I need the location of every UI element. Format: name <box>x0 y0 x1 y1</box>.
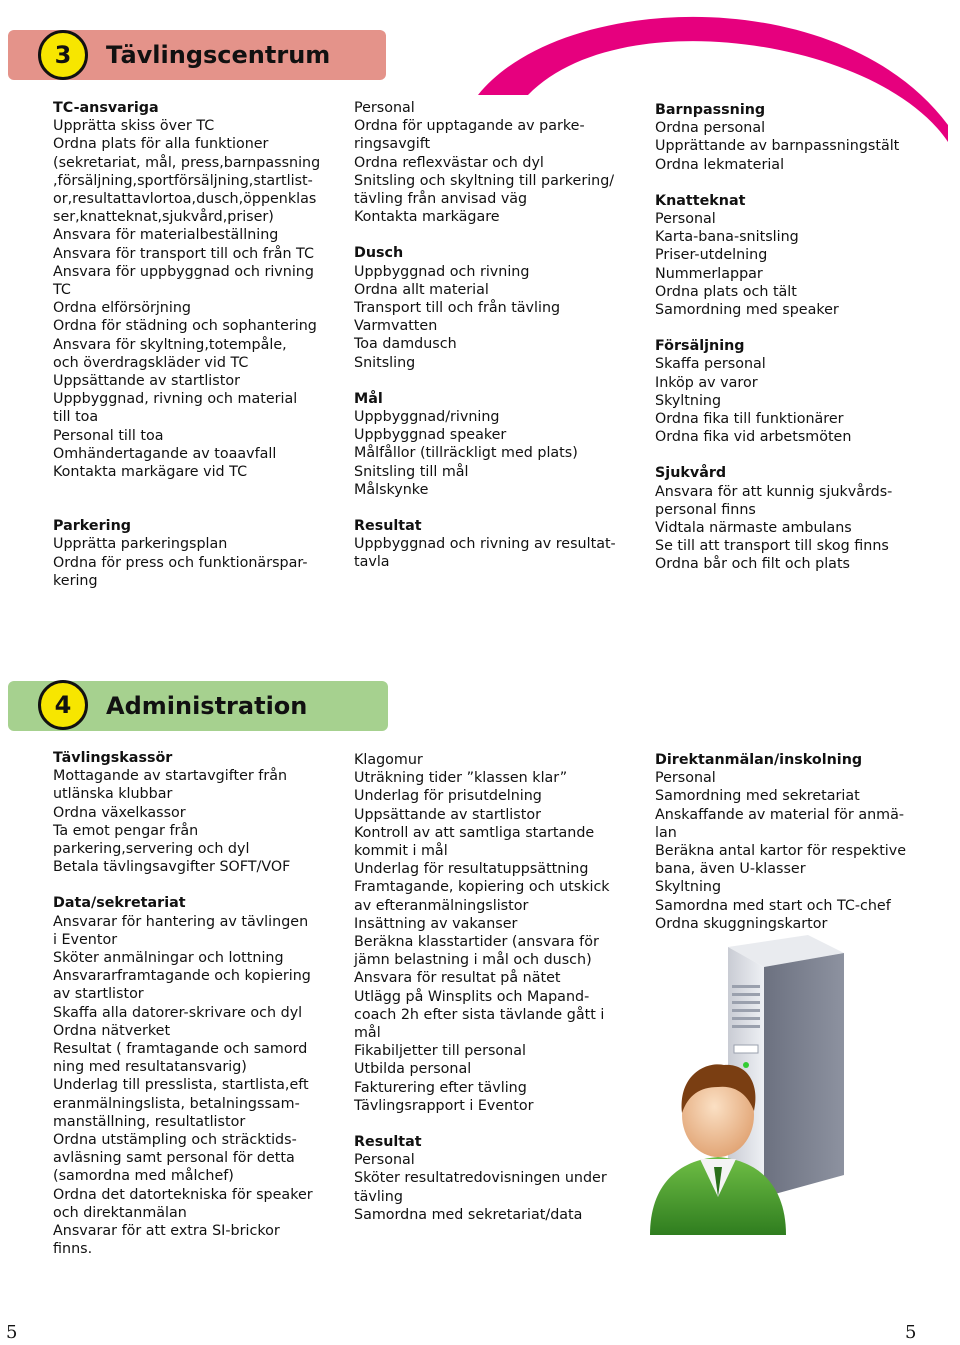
text-line: Uppbyggnad och rivning av resultat- <box>354 536 616 553</box>
spacer <box>655 446 899 464</box>
text-line: Upprättande av barnpassningstält <box>655 138 900 155</box>
text-line: Snitsling <box>354 354 416 371</box>
text-line: Skaffa alla datorer-skrivare och dyl <box>53 1004 303 1021</box>
text-line: Beräkna klasstartider (ansvara för <box>354 934 599 951</box>
spacer <box>354 372 616 390</box>
text-line: Personal <box>655 211 716 228</box>
text-line: (sekretariat, mål, press,barnpassning <box>53 154 321 171</box>
text-line: Underlag för resultatuppsättning <box>354 861 589 878</box>
text-line: ning med resultatansvarig) <box>53 1059 247 1076</box>
text-line: utlänska klubbar <box>53 786 173 803</box>
text-line: av startlistor <box>53 986 144 1003</box>
text-line: tävling från anvisad väg <box>354 191 528 208</box>
section-3-column-1 <box>53 99 320 590</box>
text-line: Priser-utdelning <box>655 247 768 264</box>
text-line: Ordna allt material <box>354 281 489 298</box>
text-line: Kontroll av att samtliga startande <box>354 824 595 841</box>
text-line: ser,knatteknat,sjukvård,priser) <box>53 209 274 226</box>
text-line: Ordna personal <box>655 120 766 137</box>
section-3-column-2 <box>354 99 616 572</box>
spacer <box>354 226 616 244</box>
text-line: Uppsättande av startlistor <box>53 373 240 390</box>
text-line: Vidtala närmaste ambulans <box>655 520 852 537</box>
text-line: Ordna för press och funktionärspar- <box>53 554 308 571</box>
text-line: Samordna med start och TC-chef <box>655 897 891 914</box>
page-number-right: 5 <box>905 1322 917 1343</box>
text-line: manställning, resultatlistor <box>53 1113 246 1130</box>
text-line: Personal <box>354 100 415 116</box>
text-line: bana, även U-klasser <box>655 861 806 878</box>
text-line: Ansvararframtagande och kopiering <box>53 968 311 985</box>
text-line: Omhändertagande av toaavfall <box>53 445 277 462</box>
spacer <box>655 319 899 337</box>
text-line: Insättning av vakanser <box>354 915 518 932</box>
section-3-number-badge: 3 <box>38 30 88 80</box>
text-line: personal finns <box>655 501 756 518</box>
text-line: Ansvarar för hantering av tävlingen <box>53 913 309 930</box>
text-line: Ordna växelkassor <box>53 804 186 821</box>
text-line: ringsavgift <box>354 136 431 153</box>
section-4-number-badge: 4 <box>38 680 88 730</box>
text-line: till toa <box>53 409 99 426</box>
text-line: Framtagande, kopiering och utskick <box>354 879 610 896</box>
section-4-column-2 <box>354 751 610 1224</box>
server-user-icon <box>648 935 858 1235</box>
text-line: Fakturering efter tävling <box>354 1079 527 1096</box>
text-line: tävling <box>354 1188 403 1205</box>
text-line: ,försäljning,sportförsäljning,startlist- <box>53 172 313 189</box>
text-line: Utbilda personal <box>354 1061 472 1078</box>
spacer <box>53 499 320 517</box>
text-line: Snitsling till mål <box>354 463 469 480</box>
spacer <box>655 174 899 192</box>
text-line: Sköter anmälningar och lottning <box>53 950 284 967</box>
text-line: och överdragskläder vid TC <box>53 354 249 371</box>
text-line: Underlag för prisutdelning <box>354 788 542 805</box>
subsection-heading: Barnpassning <box>655 102 766 118</box>
text-line: Transport till och från tävling <box>354 300 561 317</box>
text-line: Se till att transport till skog finns <box>655 538 889 555</box>
text-line: Fikabiljetter till personal <box>354 1043 526 1060</box>
subsection-heading: TC-ansvariga <box>53 100 159 116</box>
section-3-column-3 <box>655 101 899 574</box>
text-line: Ansvara för resultat på nätet <box>354 970 561 987</box>
text-line: Ansvara för uppbyggnad och rivning <box>53 263 314 280</box>
text-line: Ordna elförsörjning <box>53 300 191 317</box>
subsection-heading: Dusch <box>354 245 404 262</box>
text-line: Ordna reflexvästar och dyl <box>354 154 544 171</box>
text-line: Uppbyggnad och rivning <box>354 263 530 280</box>
text-line: Målfållor (tillräckligt med plats) <box>354 445 578 462</box>
text-line: avläsning samt personal för detta <box>53 1150 295 1167</box>
text-line: Sköter resultatredovisningen under <box>354 1170 607 1187</box>
text-line: Ordna nätverket <box>53 1022 171 1039</box>
text-line: av efteranmälningslistor <box>354 897 529 914</box>
section-3-title: Tävlingscentrum <box>106 41 331 69</box>
text-line: Tävlingsrapport i Eventor <box>354 1097 534 1114</box>
text-line: Beräkna antal kartor för respektive <box>655 843 907 860</box>
text-line: Ordna utstämpling och sträcktids- <box>53 1132 297 1149</box>
text-line: Ordna fika vid arbetsmöten <box>655 429 852 446</box>
text-line: parkering,servering och dyl <box>53 841 250 858</box>
text-line: Samordna med sekretariat/data <box>354 1206 583 1223</box>
subsection-heading: Försäljning <box>655 338 745 355</box>
text-line: (samordna med målchef) <box>53 1168 234 1185</box>
subsection-heading: Tävlingskassör <box>53 750 173 766</box>
subsection-heading: Parkering <box>53 518 131 535</box>
subsection-heading: Data/sekretariat <box>53 895 186 912</box>
text-line: Toa damdusch <box>354 336 457 353</box>
text-line: tavla <box>354 554 390 571</box>
text-line: Ansvarar för att extra SI-brickor <box>53 1223 280 1240</box>
text-line: Anskaffande av material för anmä- <box>655 806 905 823</box>
spacer <box>53 876 313 894</box>
subsection-heading: Knatteknat <box>655 192 746 209</box>
text-line: Upprätta parkeringsplan <box>53 536 228 553</box>
text-line: coach 2h efter sista tävlande gått i <box>354 1006 605 1023</box>
text-line: Utlägg på Winsplits och Mapand- <box>354 988 590 1005</box>
text-line: Ordna plats och tält <box>655 283 797 300</box>
text-line: Nummerlappar <box>655 265 763 282</box>
text-line: Målskynke <box>354 481 429 498</box>
text-line: Personal till toa <box>53 427 164 444</box>
text-line: Ansvara för skyltning,totempåle, <box>53 336 287 353</box>
text-line: Klagomur <box>354 752 423 768</box>
text-line: Skyltning <box>655 879 722 896</box>
subsection-heading: Sjukvård <box>655 465 727 482</box>
text-line: och direktanmälan <box>53 1204 187 1221</box>
text-line: Uppbyggnad, rivning och material <box>53 391 298 408</box>
text-line: Snitsling och skyltning till parkering/ <box>354 172 615 189</box>
text-line: i Eventor <box>53 931 118 948</box>
text-line: Kontakta markägare <box>354 209 500 226</box>
section-4-title: Administration <box>106 692 308 720</box>
subsection-heading: Resultat <box>354 518 422 535</box>
text-line: Kontakta markägare vid TC <box>53 464 248 481</box>
text-line: Ordna för städning och sophantering <box>53 318 317 335</box>
text-line: eranmälningslista, betalningssam- <box>53 1095 300 1112</box>
text-line: Ordna lekmaterial <box>655 156 785 173</box>
text-line: Personal <box>655 770 716 787</box>
page-number-left: 5 <box>6 1322 18 1343</box>
text-line: or,resultattavlortoa,dusch,öppenklas <box>53 191 317 208</box>
text-line: Resultat ( framtagande och samord <box>53 1041 308 1058</box>
text-line: kommit i mål <box>354 843 448 860</box>
text-line: Ordna för upptagande av parke- <box>354 118 585 135</box>
text-line: jämn belastning i mål och dusch) <box>354 952 592 969</box>
text-line: Uträkning tider ”klassen klar” <box>354 770 568 787</box>
text-line: Personal <box>354 1152 415 1169</box>
spacer <box>354 1115 610 1133</box>
text-line: Betala tävlingsavgifter SOFT/VOF <box>53 859 291 876</box>
text-line: Ordna bår och filt och plats <box>655 556 850 573</box>
text-line: Varmvatten <box>354 318 438 335</box>
subsection-heading: Direktanmälan/inskolning <box>655 752 863 768</box>
text-line: finns. <box>53 1241 93 1258</box>
text-line: Ordna det datortekniska för speaker <box>53 1186 313 1203</box>
text-line: Ansvara för transport till och från TC <box>53 245 314 262</box>
text-line: Upprätta skiss över TC <box>53 118 215 135</box>
text-line: lan <box>655 824 677 841</box>
text-line: TC <box>53 282 71 299</box>
text-line: Samordning med speaker <box>655 302 839 319</box>
text-line: Ordna skuggningskartor <box>655 915 828 932</box>
text-line: Mottagande av startavgifter från <box>53 768 288 785</box>
text-line: kering <box>53 572 98 589</box>
text-line: Ta emot pengar från <box>53 822 199 839</box>
text-line: Ordna plats för alla funktioner <box>53 136 269 153</box>
text-line: Skyltning <box>655 392 722 409</box>
text-line: Ansvara för materialbeställning <box>53 227 279 244</box>
text-line: Uppbyggnad speaker <box>354 427 507 444</box>
spacer <box>354 499 616 517</box>
text-line: Uppsättande av startlistor <box>354 806 541 823</box>
text-line: Uppbyggnad/rivning <box>354 409 500 426</box>
subsection-heading: Mål <box>354 390 383 407</box>
text-line: Inköp av varor <box>655 374 758 391</box>
text-line: Karta-bana-snitsling <box>655 229 799 246</box>
section-4-column-1 <box>53 749 313 1258</box>
subsection-heading: Resultat <box>354 1134 422 1151</box>
spacer <box>53 481 320 499</box>
text-line: mål <box>354 1025 381 1042</box>
text-line: Samordning med sekretariat <box>655 788 860 805</box>
text-line: Ordna fika till funktionärer <box>655 411 844 428</box>
text-line: Ansvara för att kunnig sjukvårds- <box>655 483 893 500</box>
text-line: Underlag till presslista, startlista,eft <box>53 1077 309 1094</box>
section-4-column-3 <box>655 751 906 933</box>
text-line: Skaffa personal <box>655 356 766 373</box>
